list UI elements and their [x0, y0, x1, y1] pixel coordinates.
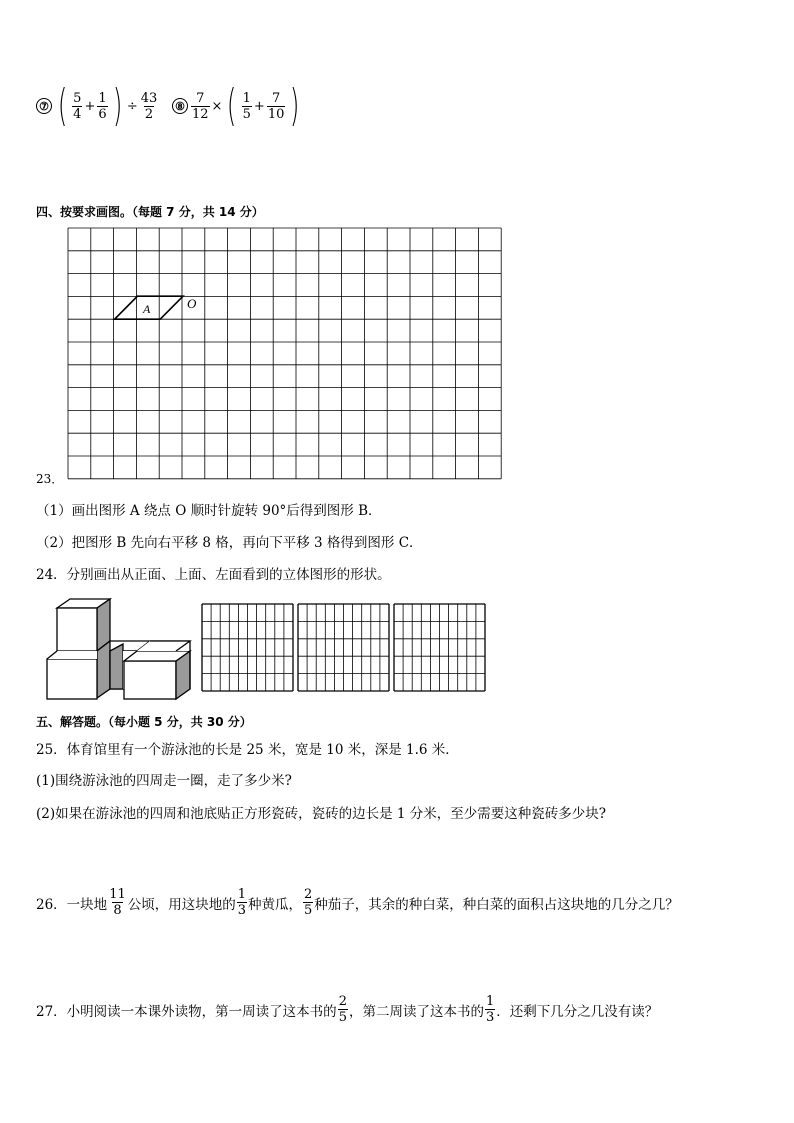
expression-8: ⑧ $\frac{7}{12}$ × ( $\frac{1}{5}$ + $\frac{7}{10}$ ) — [172, 86, 304, 126]
left-paren: ( — [227, 80, 237, 131]
point-o-label: O — [187, 296, 197, 311]
right-paren: ) — [290, 80, 300, 131]
q25-sub1: (1)围绕游泳池的四周走一圈，走了多少米? — [36, 773, 292, 789]
cube-side-face — [97, 641, 110, 698]
q26 — [36, 887, 679, 918]
q27 — [36, 994, 658, 1025]
fraction: $\frac{2}{5}$ — [338, 994, 347, 1025]
q24-grids — [200, 603, 490, 695]
q26-text-4: 种茄子，其余的种白菜，种白菜的面积占这块地的几分之几？ — [314, 896, 679, 913]
expression-7: ⑦ ( $\frac{5}{4}$ + $\frac{1}{6}$ ) ÷ $\frac{43}{2}$ — [36, 86, 159, 126]
q27-text-3: ．还剩下几分之几没有读？ — [496, 1003, 659, 1020]
fraction: $\frac{11}{8}$ — [109, 887, 126, 918]
q24-text: 24．分别画出从正面、上面、左面看到的立体图形的形状。 — [36, 567, 391, 583]
right-paren: ) — [112, 80, 122, 131]
fraction: $\frac{1}{6}$ — [98, 90, 107, 122]
q26-text-2: 公顷，用这块地的 — [127, 896, 236, 913]
section-4-title: 四、按要求画图。（每题 7 分，共 14 分） — [36, 205, 264, 219]
cube-front-face — [47, 659, 97, 699]
fraction: $\frac{7}{10}$ — [267, 90, 285, 122]
problem-number-8: ⑧ — [172, 98, 188, 114]
fraction: $\frac{43}{2}$ — [140, 90, 158, 122]
q26-text-3: 种黄瓜， — [248, 896, 303, 913]
cube-front-face — [57, 608, 97, 651]
fraction: $\frac{2}{5}$ — [304, 887, 313, 918]
q26-text-1: 26．一块地 — [36, 896, 108, 913]
q25-text: 25．体育馆里有一个游泳池的长是 25 米，宽是 10 米，深是 1.6 米． — [36, 742, 459, 758]
fraction: $\frac{1}{3}$ — [485, 994, 495, 1025]
fraction: $\frac{5}{4}$ — [73, 90, 82, 122]
problem-number-7: ⑦ — [36, 98, 52, 114]
q27-text-1: 27．小明阅读一本课外读物，第一周读了这本书的 — [36, 1003, 337, 1020]
left-paren: ( — [57, 80, 68, 131]
q23-grid — [66, 226, 504, 484]
q23-number: 23． — [36, 472, 64, 486]
cube-front-face — [124, 661, 176, 699]
q23-sub2: （2）把图形 B 先向右平移 8 格，再向下平移 3 格得到图形 C． — [36, 535, 423, 551]
q25-sub2: (2)如果在游泳池的四周和池底贴正方形瓷砖，瓷砖的边长是 1 分米，至少需要这种瓷砖多少块? — [36, 806, 607, 822]
q27-text-2: ，第二周读了这本书的 — [348, 1003, 484, 1020]
cube-figure — [40, 596, 200, 706]
cube-side-face — [110, 644, 123, 689]
section-5-title: 五、解答题。（每小题 5 分，共 30 分） — [36, 715, 252, 729]
q23-sub1: （1）画出图形 A 绕点 O 顺时针旋转 90°后得到图形 B． — [36, 503, 382, 519]
shape-a-label: A — [143, 302, 151, 316]
fraction: $\frac{7}{12}$ — [192, 90, 209, 122]
fraction: $\frac{1}{3}$ — [237, 887, 247, 918]
fraction: $\frac{1}{5}$ — [242, 90, 251, 122]
